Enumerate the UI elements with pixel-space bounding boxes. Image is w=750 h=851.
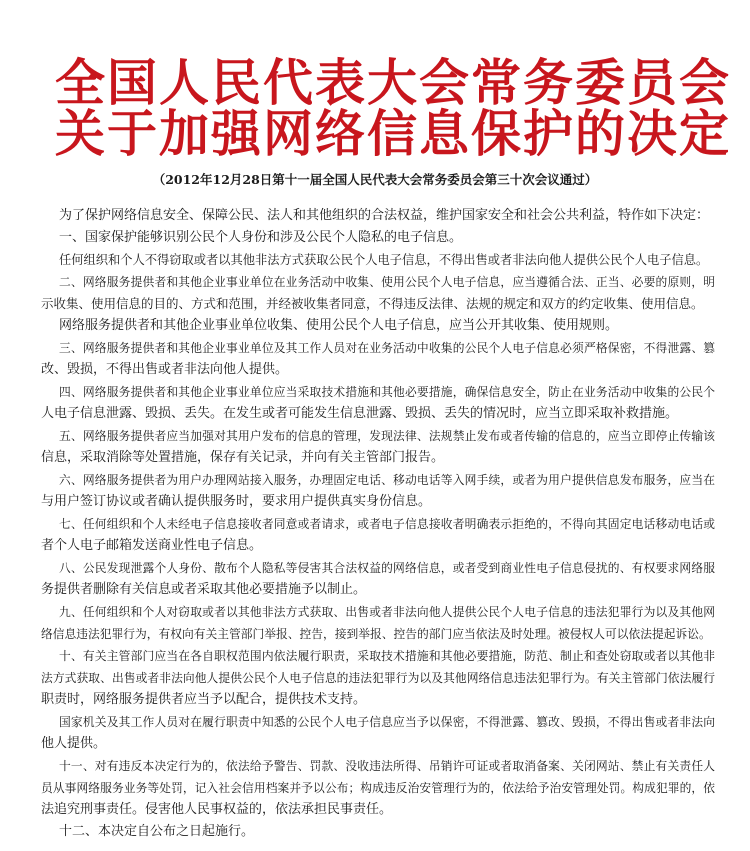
text-line: 信息，采取消除等处置措施，保存有关记录，并向有关主管部门报告。 — [41, 450, 445, 465]
text-line: 四、网络服务提供者和其他企业事业单位应当采取技术措施和其他必要措施，确保信息安全，防止在业务活动中收集的公民个 — [59, 385, 715, 399]
text-line: 法追究刑事责任。侵害他人民事权益的，依法承担民事责任。 — [41, 802, 393, 817]
document-title-line-2: 关于加强网络信息保护的决定 — [55, 104, 731, 163]
text-line: 一、国家保护能够识别公民个人身份和涉及公民个人隐私的电子信息。 — [59, 230, 463, 245]
text-line: 七、任何组织和个人未经电子信息接收者同意或者请求，或者电子信息接收者明确表示拒绝的，不得向其固定电话移动电话或 — [59, 517, 715, 531]
text-line: 人电子信息泄露、毁损、丢失。在发生或者可能发生信息泄露、毁损、丢失的情况时，应当立即采取补救措施。 — [41, 406, 679, 421]
text-line: 为了保护网络信息安全、保障公民、法人和其他组织的合法权益，维护国家安全和社会公共利益，特作如下决定： — [59, 208, 710, 223]
text-line: 任何组织和个人不得窃取或者以其他非法方式获取公民个人电子信息，不得出售或者非法向他人提供公民个人电子信息。 — [59, 253, 709, 267]
text-line: 法方式获取、出售或者非法向他人提供公民个人电子信息的违法犯罪行为以及其他网络信息违法犯罪行为。有关主管部门依法履行 — [41, 671, 715, 685]
text-line: 八、公民发现泄露个人身份、散布个人隐私等侵害其合法权益的网络信息，或者受到商业性电子信息侵扰的、有权要求网络服 — [59, 561, 715, 575]
text-line: 务提供者删除有关信息或者采取其他必要措施予以制止。 — [41, 582, 367, 597]
text-line: 示收集、使用信息的目的、方式和范围，并经被收集者同意，不得违反法律、法规的规定和双方的约定收集、使用信息。 — [41, 296, 704, 311]
text-line: 他人提供。 — [41, 736, 107, 751]
text-line: 网络服务提供者和其他企业事业单位收集、使用公民个人电子信息，应当公开其收集、使用规则。 — [59, 318, 619, 333]
text-line: 职责时，网络服务提供者应当予以配合，提供技术支持。 — [41, 692, 367, 707]
text-line: 十二、本决定自公布之日起施行。 — [59, 824, 255, 839]
text-line: 国家机关及其工作人员对在履行职责中知悉的公民个人电子信息应当予以保密，不得泄露、篡改、毁损，不得出售或者非法向 — [59, 715, 715, 729]
text-line: 十、有关主管部门应当在各自职权范围内依法履行职责，采取技术措施和其他必要措施，防范、制止和查处窃取或者以其他非 — [59, 649, 715, 663]
text-line: 者个人电子邮箱发送商业性电子信息。 — [41, 538, 263, 553]
text-line: 二、网络服务提供者和其他企业事业单位在业务活动中收集、使用公民个人电子信息，应当遵循合法、正当、必要的原则，明 — [59, 275, 715, 289]
text-line: 络信息违法犯罪行为，有权向有关主管部门举报、控告，接到举报、控告的部门应当依法及时处理。被侵权人可以依法提起诉讼。 — [41, 627, 711, 641]
text-line: 六、网络服务提供者为用户办理网站接入服务，办理固定电话、移动电话等入网手续，或者为用户提供信息发布服务，应当在 — [59, 473, 715, 487]
text-line: 九、任何组织和个人对窃取或者以其他非法方式获取、出售或者非法向他人提供公民个人电子信息的违法犯罪行为以及其他网 — [59, 605, 715, 619]
text-line: 十一、对有违反本决定行为的，依法给予警告、罚款、没收违法所得、吊销许可证或者取消备案、关闭网站、禁止有关责任人 — [59, 759, 715, 773]
document-body — [41, 205, 715, 843]
text-line: 员从事网络服务业务等处罚，记入社会信用档案并予以公布；构成违反治安管理行为的，依法给予治安管理处罚。构成犯罪的，依 — [41, 781, 715, 795]
text-line: 改、毁损，不得出售或者非法向他人提供。 — [41, 362, 289, 377]
document-subtitle: （2012年12月28日第十一届全国人民代表大会常务委员会第三十次会议通过） — [152, 172, 598, 187]
text-line: 与用户签订协议或者确认提供服务时，要求用户提供真实身份信息。 — [41, 494, 432, 509]
text-line: 三、网络服务提供者和其他企业事业单位及其工作人员对在业务活动中收集的公民个人电子信息必须严格保密，不得泄露、篡 — [59, 341, 715, 355]
text-line: 五、网络服务提供者应当加强对其用户发布的信息的管理，发现法律、法规禁止发布或者传输的信息的，应当立即停止传输该 — [59, 429, 715, 443]
document-title-line-1: 全国人民代表大会常务委员会 — [55, 53, 731, 112]
